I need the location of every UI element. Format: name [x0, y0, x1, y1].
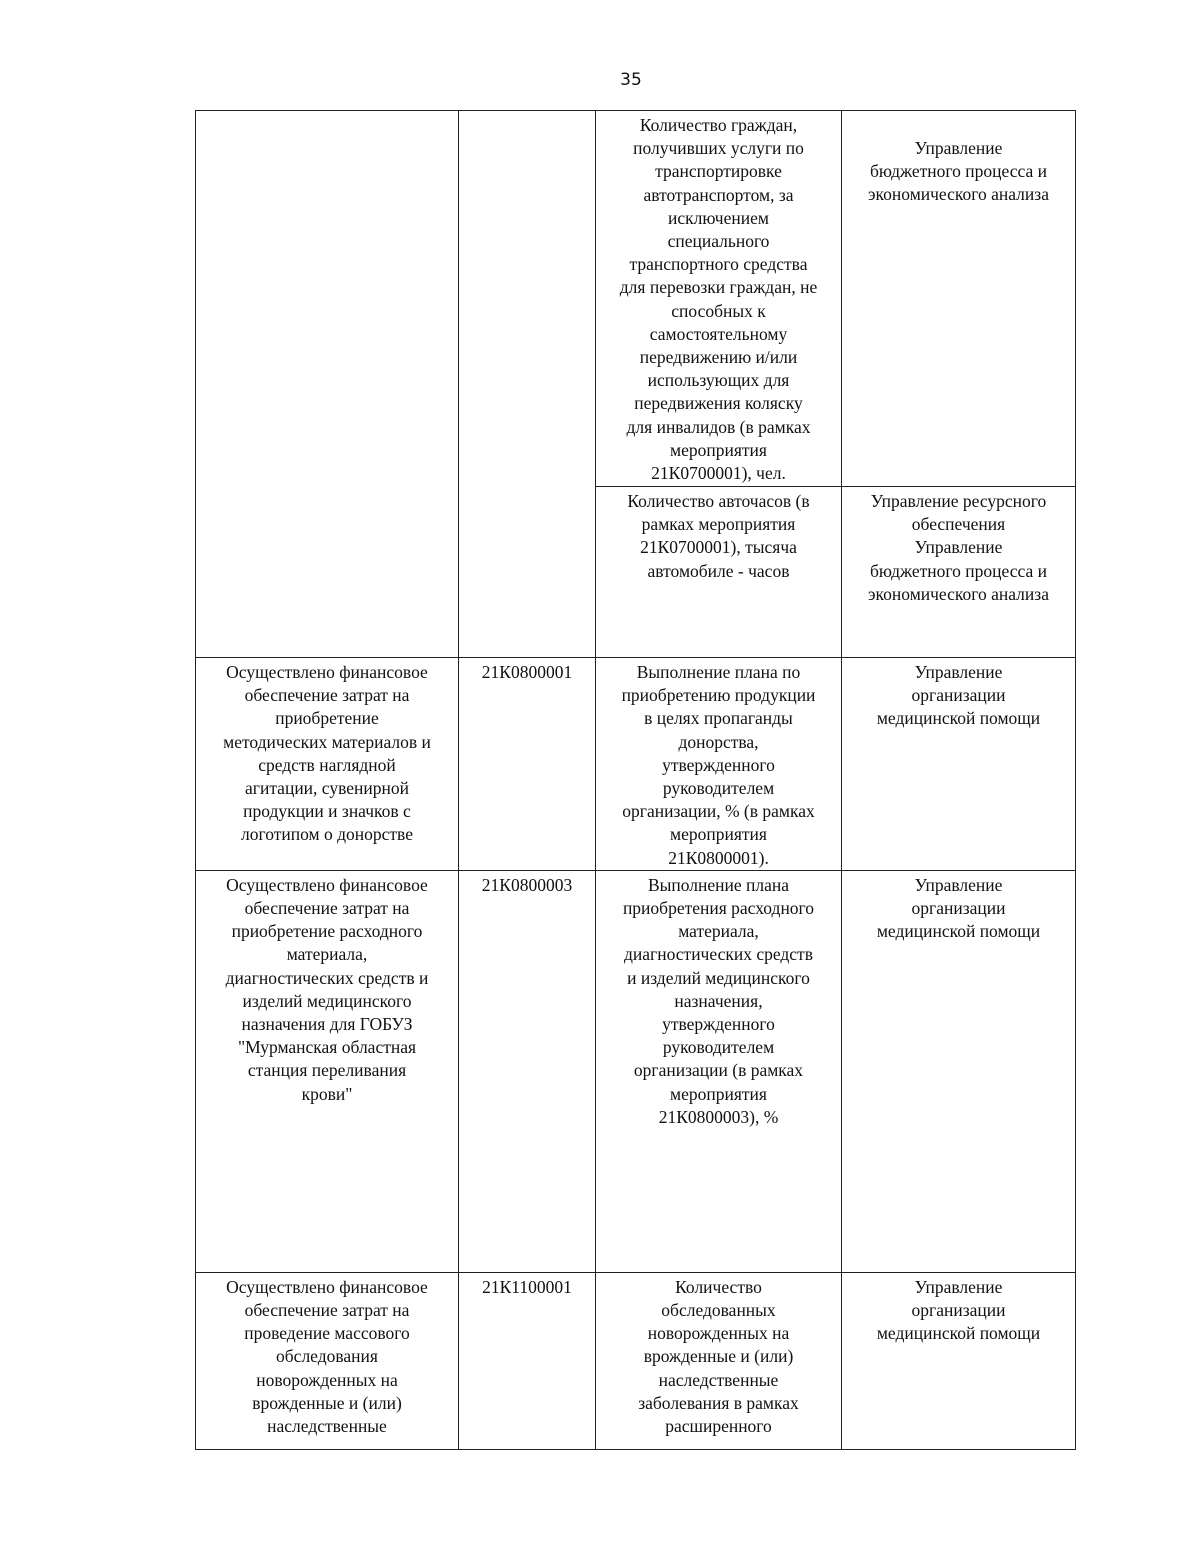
code-cell: 21К0800001: [459, 658, 596, 871]
result-cell: Осуществлено финансовое обеспечение затрат на приобретение расходного материала, диагностических средств и изделий медицинского назначения для ГОБУЗ "Мурманская областная станция переливания крови": [196, 870, 459, 1272]
result-cell: [196, 111, 459, 658]
table-row: [196, 870, 1076, 1272]
code-cell: 21К1100001: [459, 1272, 596, 1449]
responsible-cell: Управление бюджетного процесса и экономического анализа: [842, 111, 1076, 487]
result-cell: Осуществлено финансовое обеспечение затрат на проведение массового обследования новорожденных на врожденные и (или) наследственные: [196, 1272, 459, 1449]
indicator-cell: Выполнение плана по приобретению продукции в целях пропаганды донорства, утвержденного руководителем организации, % (в рамках мероприятия 21К0800001).: [596, 658, 842, 871]
indicator-cell: Количество обследованных новорожденных на врожденные и (или) наследственные заболевания в рамках расширенного: [596, 1272, 842, 1449]
responsible-cell: Управление организации медицинской помощи: [842, 870, 1076, 1272]
indicator-cell: Выполнение плана приобретения расходного материала, диагностических средств и изделий медицинского назначения, утвержденного руководителем организации (в рамках мероприятия 21К0800003), %: [596, 870, 842, 1272]
page-number: 35: [620, 70, 642, 90]
table-row: [196, 658, 1076, 871]
table-row: [196, 111, 1076, 487]
table-row: [196, 1272, 1076, 1449]
code-cell: [459, 111, 596, 658]
result-cell: Осуществлено финансовое обеспечение затрат на приобретение методических материалов и средств наглядной агитации, сувенирной продукции и значков с логотипом о донорстве: [196, 658, 459, 871]
responsible-cell: Управление ресурсного обеспечения Управление бюджетного процесса и экономического анализа: [842, 487, 1076, 658]
indicator-cell: Количество граждан, получивших услуги по транспортировке автотранспортом, за исключением специального транспортного средства для перевозки граждан, не способных к самостоятельному передвижению и/или использующих для передвижения коляску для инвалидов (в рамках мероприятия 21К0700001), чел.: [596, 111, 842, 487]
responsible-cell: Управление организации медицинской помощи: [842, 1272, 1076, 1449]
code-cell: 21К0800003: [459, 870, 596, 1272]
responsible-cell: Управление организации медицинской помощи: [842, 658, 1076, 871]
measures-table: [195, 110, 1076, 1450]
indicator-cell: Количество авточасов (в рамках мероприятия 21К0700001), тысяча автомобиле - часов: [596, 487, 842, 658]
